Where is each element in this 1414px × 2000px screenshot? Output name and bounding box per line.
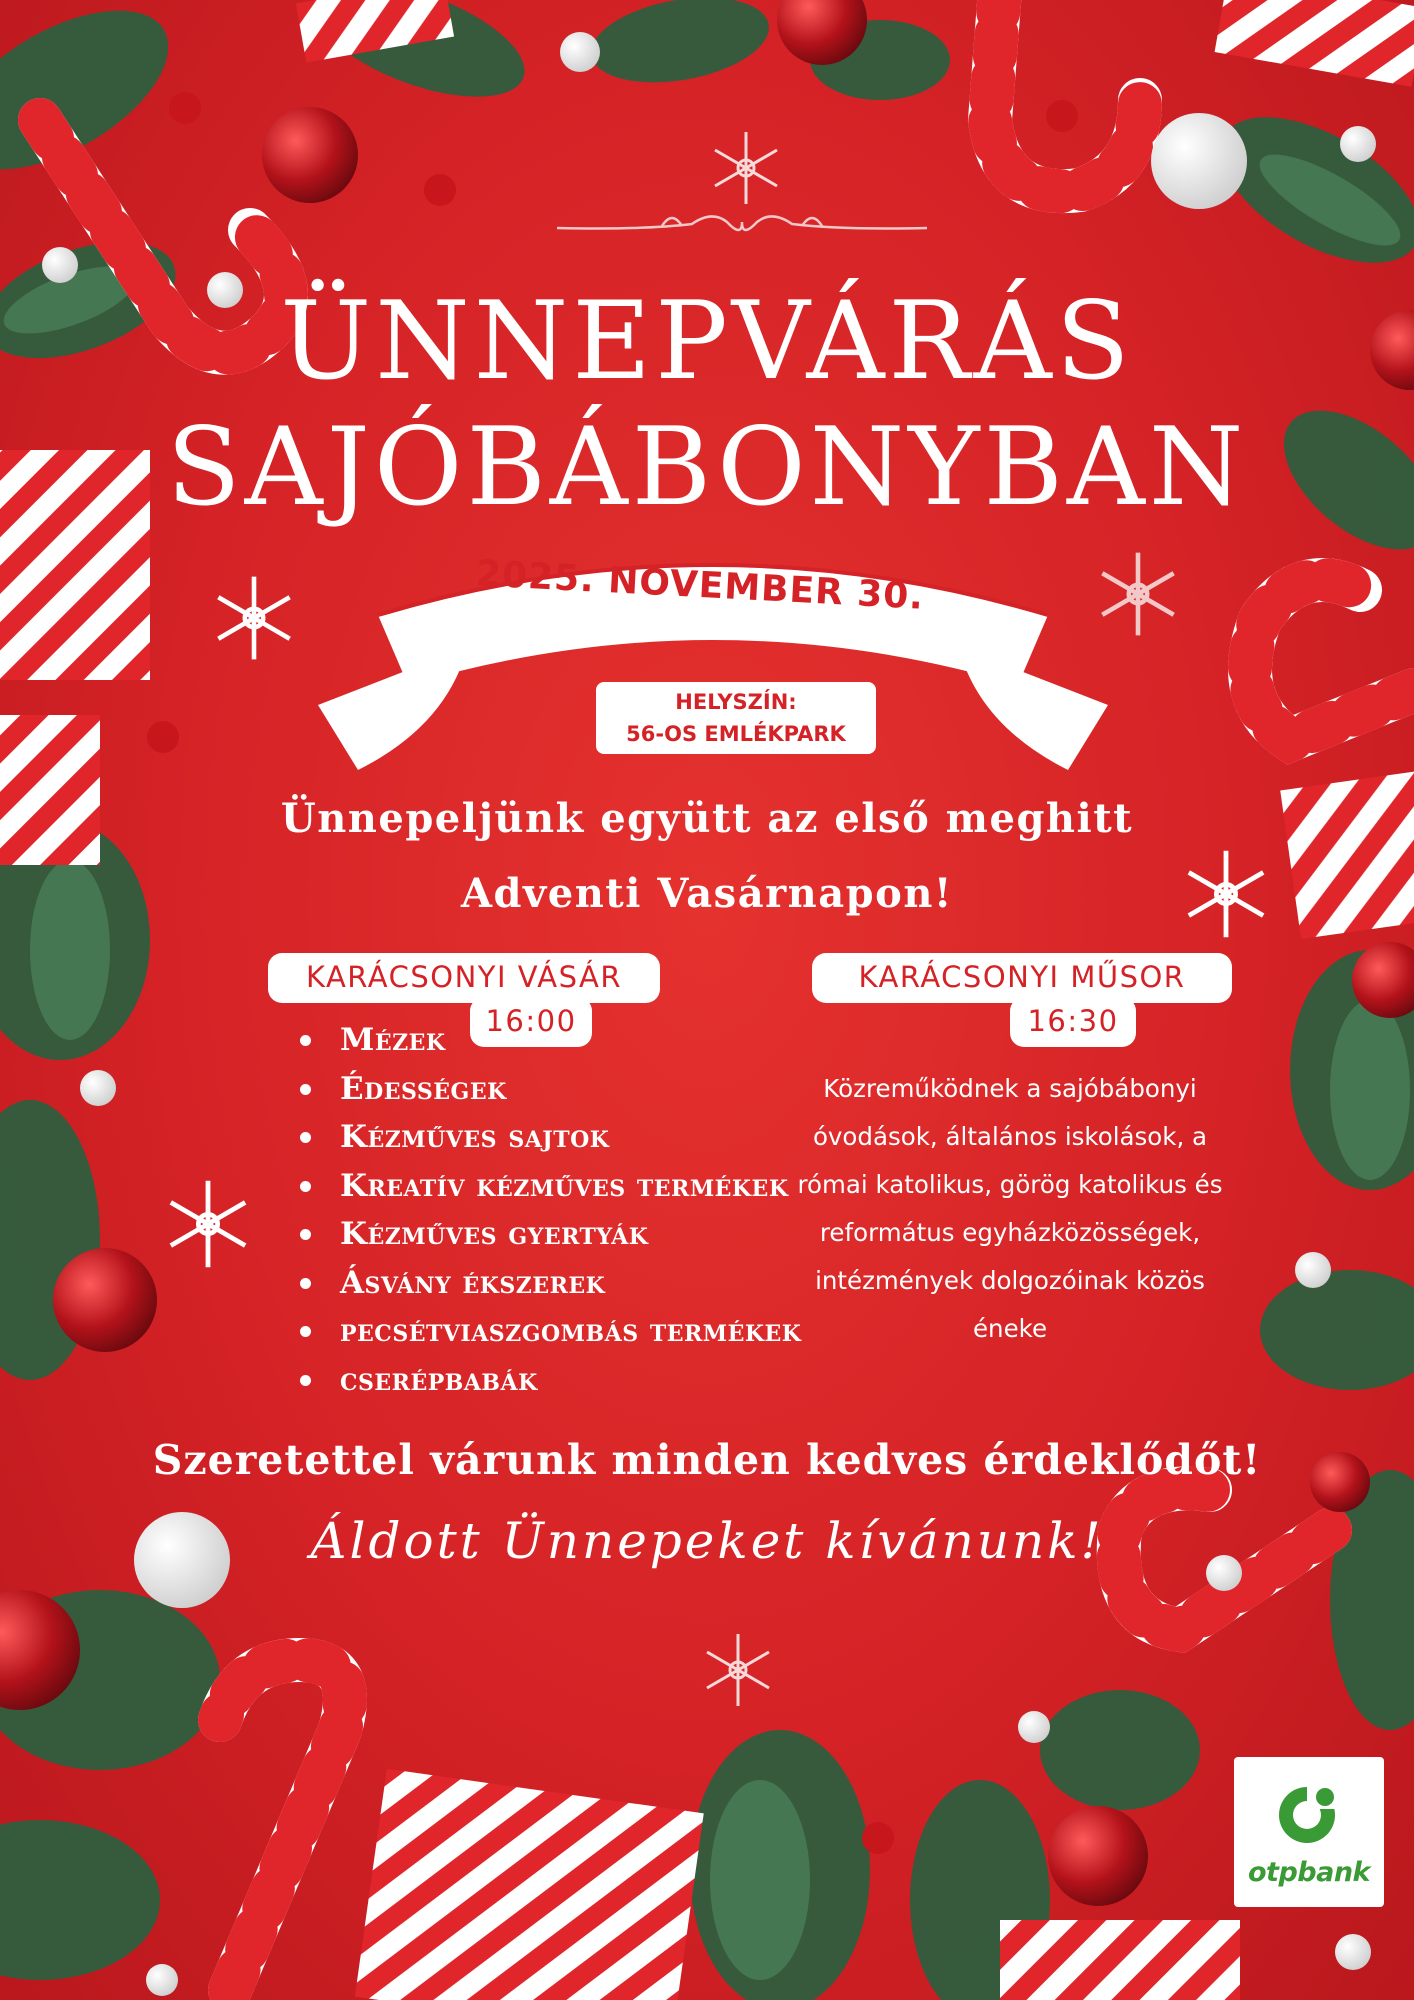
list-item: Kézműves gyertyák (300, 1210, 801, 1259)
snowflake-icon (706, 128, 786, 208)
market-items-list (300, 1016, 801, 1404)
program-line: Közreműködnek a sajóbábonyi (823, 1074, 1197, 1103)
market-title: KARÁCSONYI VÁSÁR (268, 953, 660, 1003)
market-time: 16:00 (470, 997, 592, 1047)
sponsor-logo (1234, 1757, 1384, 1907)
event-date: 2025. NOVEMBER 30. (474, 553, 926, 618)
flourish-divider (552, 200, 932, 250)
list-item: Édességek (300, 1065, 801, 1114)
closing-text: Szeretettel várunk minden kedves érdeklődőt! (152, 1436, 1262, 1484)
list-item: cserépbabák (300, 1356, 801, 1405)
program-line: óvodások, általános iskolások, a (812, 1122, 1208, 1151)
list-item: Mézek (300, 1016, 801, 1065)
list-item: Ásvány ékszerek (300, 1259, 801, 1308)
snowflake-icon (208, 572, 300, 664)
location-label: HELYSZÍN: (675, 690, 797, 714)
title-line-2: SAJÓBÁBONYBAN (166, 405, 1248, 530)
location-box (596, 682, 876, 754)
headline-line-2: Adventi Vasárnapon! (461, 870, 953, 917)
program-title: KARÁCSONYI MŰSOR (812, 953, 1232, 1003)
snowflake-icon (160, 1176, 256, 1272)
program-time: 16:30 (1010, 997, 1136, 1047)
list-item: Kreatív kézműves termékek (300, 1162, 801, 1211)
blessing-text: Áldott Ünnepeket kívánunk! (310, 1512, 1104, 1570)
program-description (760, 1065, 1260, 1353)
snowflake-icon (698, 1630, 778, 1710)
location-value: 56-OS EMLÉKPARK (626, 722, 846, 746)
program-line: intézmények dolgozóinak közös (815, 1266, 1205, 1295)
title-line-1: ÜNNEPVÁRÁS (280, 279, 1134, 404)
program-line: éneke (972, 1314, 1048, 1343)
program-line: református egyházközösségek, (819, 1218, 1201, 1247)
otp-logo-icon (1269, 1773, 1349, 1853)
list-item: Kézműves sajtok (300, 1113, 801, 1162)
otp-logo-text: otpbank (1247, 1857, 1370, 1888)
headline-line-1: Ünnepeljünk együtt az első meghitt (280, 795, 1134, 842)
list-item: pecsétviaszgombás termékek (300, 1307, 801, 1356)
program-line: római katolikus, görög katolikus és (797, 1170, 1223, 1199)
